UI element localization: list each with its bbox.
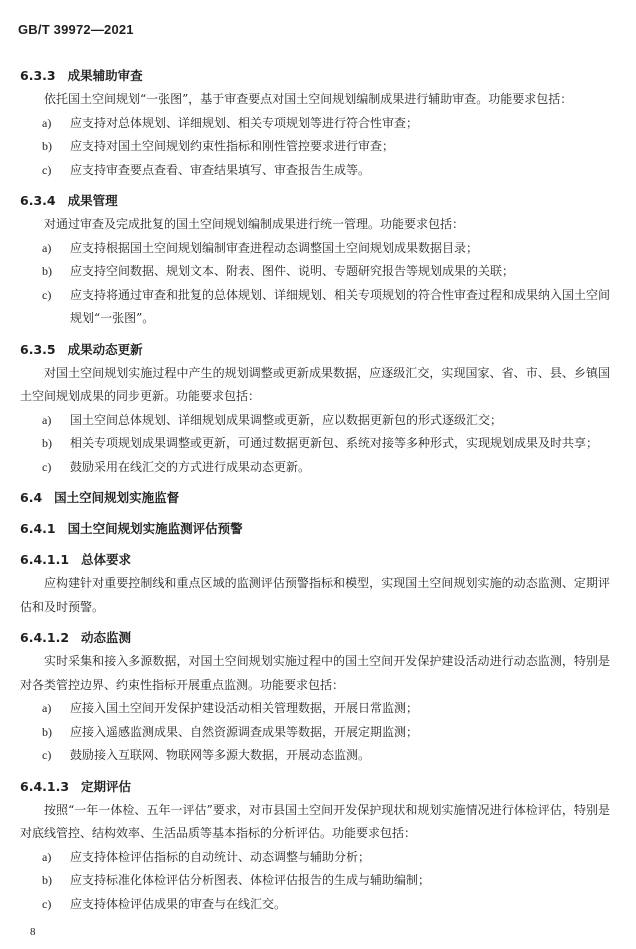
list-marker: c) [42,162,52,177]
requirement-list [20,237,610,331]
section-title: 总体要求 [81,552,132,567]
document-body [20,64,610,916]
list-item [20,409,610,433]
list-item-text: 应支持根据国土空间规划编制审查进程动态调整国土空间规划成果数据目录； [70,240,479,255]
list-marker: c) [42,748,52,762]
paragraph: 实时采集和接入多源数据，对国土空间规划实施过程中的国土空间开发保护建设活动进行动态监测，特别是对各类管控边界、约束性指标开展重点监测。功能要求包括： [20,654,610,692]
section-number: 6.3.5 [20,341,56,357]
list-item-text: 鼓励接入互联网、物联网等多源大数据，开展动态监测。 [70,748,371,762]
section-number: 6.4.1.1 [20,552,70,567]
list-item [20,260,610,284]
list-marker: a) [42,412,52,427]
list-marker: c) [42,287,52,302]
section-heading [20,626,610,650]
list-item [20,744,610,768]
list-item-text: 应接入遥感监测成果、自然资源调查成果等数据，开展定期监测； [70,724,419,739]
list-item [20,893,610,917]
list-item [20,159,610,183]
section-title: 定期评估 [81,778,132,794]
list-item [20,432,610,456]
section-title: 动态监测 [81,630,132,645]
list-item-text: 应支持审查要点查看、审查结果填写、审查报告生成等。 [70,162,371,177]
section-title: 成果动态更新 [67,341,143,357]
list-marker: a) [42,240,52,255]
list-marker: b) [42,436,52,450]
section-number: 6.4.1.2 [20,630,70,645]
list-item-text: 应支持对国土空间规划约束性指标和刚性管控要求进行审查； [70,139,395,153]
requirement-list [20,697,610,768]
list-item [20,721,610,745]
list-item-text: 应支持空间数据、规划文本、附表、图件、说明、专题研究报告等规划成果的关联； [70,264,515,278]
section-heading [20,517,610,541]
paragraph: 按照“一年一体检、五年一评估”要求，对市县国土空间开发保护现状和规划实施情况进行体检评估，特别是对底线管控、结构效率、生活品质等基本指标的分析评估。功能要求包括： [20,802,610,840]
list-marker: a) [42,849,52,864]
list-marker: b) [42,724,52,739]
paragraph: 依托国土空间规划“一张图”，基于审查要点对国土空间规划编制成果进行辅助审查。功能要求包括： [44,92,573,106]
list-item-text: 应支持将通过审查和批复的总体规划、详细规划、相关专项规划的符合性审查过程和成果纳入国土空间规划“一张图”。 [70,287,611,325]
list-item-text: 应支持体检评估指标的自动统计、动态调整与辅助分析； [70,849,371,864]
list-item [20,112,610,136]
list-item-text: 鼓励采用在线汇交的方式进行成果动态更新。 [70,459,311,474]
list-item [20,237,610,261]
section-heading [20,486,610,510]
section-title: 国土空间规划实施监测评估预警 [67,521,243,536]
document-header: GB/T 39972—2021 [18,22,134,37]
paragraph: 对通过审查及完成批复的国土空间规划编制成果进行统一管理。功能要求包括： [44,217,465,231]
list-item-text: 应支持对总体规划、详细规划、相关专项规划等进行符合性审查； [70,115,419,130]
paragraph: 对国土空间规划实施过程中产生的规划调整或更新成果数据，应逐级汇交，实现国家、省、市、县、乡镇国土空间规划成果的同步更新。功能要求包括： [20,365,610,403]
section-heading [20,548,610,572]
list-marker: c) [42,459,52,474]
section-heading [20,338,610,362]
list-item-text: 国土空间总体规划、详细规划成果调整或更新，应以数据更新包的形式逐级汇交； [70,412,503,427]
section-title: 成果辅助审查 [67,68,143,83]
list-marker: a) [42,115,52,130]
section-heading [20,189,610,213]
list-item-text: 相关专项规划成果调整或更新，可通过数据更新包、系统对接等多种形式，实现规划成果及时共享； [70,436,599,450]
section-heading [20,775,610,799]
list-marker: c) [42,896,52,911]
list-item [20,284,610,331]
section-heading [20,64,610,88]
list-marker: b) [42,873,52,887]
section-number: 6.4.1 [20,521,56,536]
requirement-list [20,409,610,480]
requirement-list [20,112,610,183]
section-number: 6.4.1.3 [20,778,70,794]
list-item [20,135,610,159]
section-title: 成果管理 [67,193,118,208]
list-item [20,846,610,870]
list-item-text: 应支持体检评估成果的审查与在线汇交。 [70,896,287,911]
list-item-text: 应接入国土空间开发保护建设活动相关管理数据，开展日常监测； [70,701,419,715]
section-number: 6.4 [20,490,43,505]
paragraph: 应构建针对重要控制线和重点区域的监测评估预警指标和模型，实现国土空间规划实施的动态监测、定期评估和及时预警。 [20,576,610,614]
page-number: 8 [30,926,36,938]
requirement-list [20,846,610,917]
list-item-text: 应支持标准化体检评估分析图表、体检评估报告的生成与辅助编制； [70,873,431,887]
list-marker: b) [42,139,52,153]
section-title: 国土空间规划实施监督 [54,490,180,505]
list-item [20,869,610,893]
section-number: 6.3.4 [20,193,56,208]
list-marker: a) [42,701,52,715]
list-item [20,697,610,721]
list-item [20,456,610,480]
list-marker: b) [42,264,52,278]
section-number: 6.3.3 [20,68,56,83]
